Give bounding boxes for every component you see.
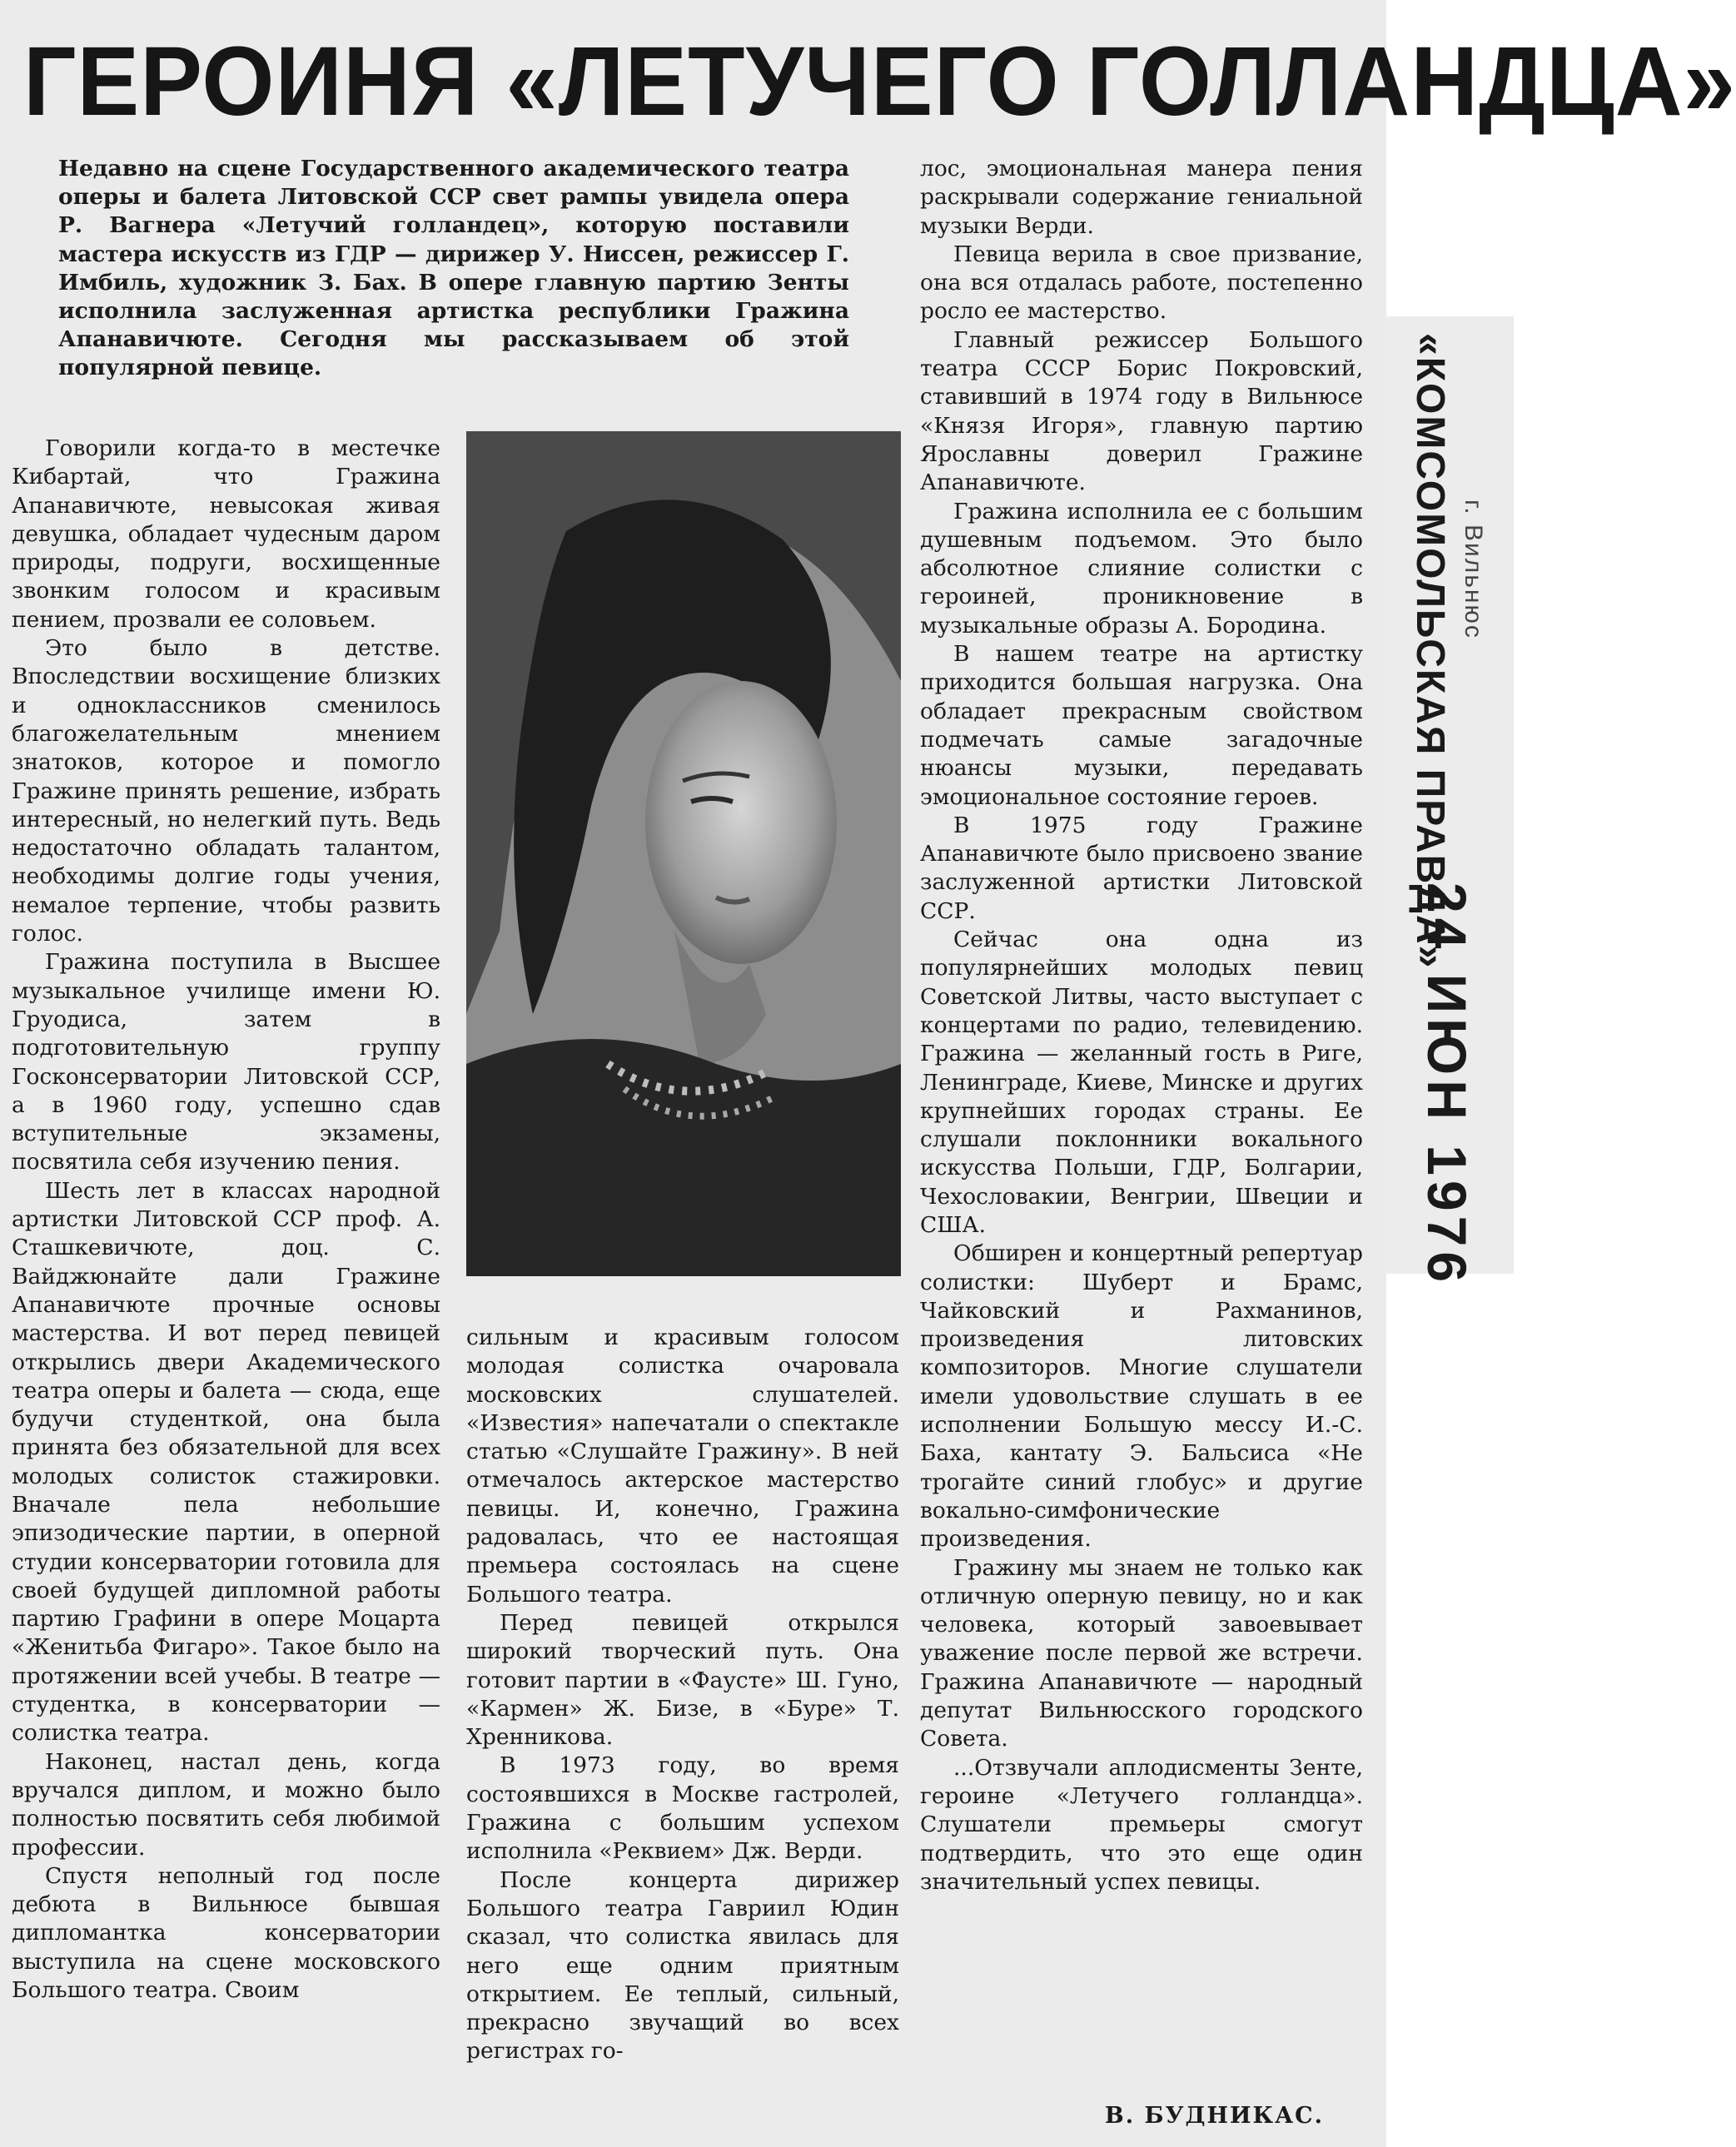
paragraph: После концерта дирижер Большого театра Гавриил Юдин сказал, что солистка явилась для него еще одним приятным открытием. Ее теплый, сильный, прекрасно звучащий во всех регистрах го-	[466, 1866, 899, 2065]
paragraph: Говорили когда-то в местечке Кибартай, что Гражина Апанавичюте, невысокая живая девушка, обладает чудесным даром природы, подруги, восхищенные звонким голосом и красивым пением, прозвали ее соловьем.	[12, 435, 440, 633]
paragraph: Шесть лет в классах народной артистки Литовской ССР проф. А. Сташкевичюте, доц. С. Вайджюнайте дали Гражине Апанавичюте прочные основы мастерства. И вот перед певицей открылись двери Академического театра оперы и балета — сюда, еще будучи студенткой, она была принята без обязательной для всех молодых солисток стажировки. Вначале пела небольшие эпизодические партии, в оперной студии консерватории готовила для своей будущей дипломной работы партию Графини в опере Моцарта «Женитьба Фигаро». Такое было на протяжении всей учебы. В театре — студентка, в консерватории — солистка театра.	[12, 1177, 440, 1747]
lead-paragraph: Недавно на сцене Государственного академического театра оперы и балета Литовской ССР свет рампы увидела опера Р. Вагнера «Летучий голландец», которую поставили мастера искусств из ГДР — дирижер У. Ниссен, режиссер Г. Имбиль, художник З. Бах. В опере главную партию Зенты исполнила заслуженная артистка республики Гражина Апанавичюте. Сегодня мы рассказываем об этой популярной певице.	[58, 156, 849, 381]
paragraph: сильным и красивым голосом молодая солистка очаровала московских слушателей. «Известия» напечатали о спектакле статью «Слушайте Гражину». В ней отмечалось актерское мастерство певицы. И, конечно, Гражина радовалась, что ее настоящая премьера состоялась на сцене Большого театра.	[466, 1324, 899, 1608]
newspaper-masthead-stamp: «КОМСОМОЛЬСКАЯ ПРАВДА»	[1408, 333, 1452, 970]
singer-portrait-photo	[466, 431, 901, 1276]
paragraph: Главный режиссер Большого театра СССР Борис Покровский, ставивший в 1974 году в Вильнюсе «Князя Игоря», главную партию Ярославны доверил Гражине Апанавичюте.	[920, 326, 1363, 496]
paragraph: Сейчас она одна из популярнейших молодых певиц Советской Литвы, часто выступает с концертами по радио, телевидению. Гражина — желанный гость в Риге, Ленинграде, Киеве, Минске и других крупнейших городах страны. Ее слушали поклонники вокального искусства Польши, ГДР, Болгарии, Чехословакии, Венгрии, Швеции и США.	[920, 927, 1363, 1238]
paragraph: Гражину мы знаем не только как отличную оперную певицу, но и как человека, который завоевывает уважение после первой же встречи. Гражина Апанавичюте — народный депутат Вильнюсского городского Совета.	[920, 1554, 1363, 1752]
article-column-1	[12, 435, 440, 2005]
paragraph: Обширен и концертный репертуар солистки: Шуберт и Брамс, Чайковский и Рахманинов, произведения литовских композиторов. Многие слушатели имели удовольствие слушать в ее исполнении Большую мессу И.-С. Баха, кантату Э. Бальсиса «Не трогайте синий глобус» и другие вокально-симфонические произведения.	[920, 1240, 1363, 1553]
article-column-2	[466, 1324, 899, 2066]
paragraph: Гражина поступила в Высшее музыкальное училище имени Ю. Груодиса, затем в подготовительную группу Госконсерватории Литовской ССР, а в 1960 году, успешно сдав вступительные экзамены, посвятила себя изучению пения.	[12, 949, 440, 1175]
paragraph: Это было в детстве. Впоследствии восхищение близких и одноклассников сменилось благожелательным мнением знатоков, которое и помогло Гражине принять решение, избрать интересный, но нелегкий путь. Ведь недостаточно обладать талантом, необходимы долгие годы учения, немалое терпение, чтобы развить голос.	[12, 635, 440, 947]
paragraph: Перед певицей открылся широкий творческий путь. Она готовит партии в «Фаусте» Ш. Гуно, «Кармен» Ж. Бизе, в «Буре» Т. Хренникова.	[466, 1609, 899, 1751]
paragraph: В 1973 году, во время состоявшихся в Москве гастролей, Гражина с большим успехом исполнила «Реквием» Дж. Верди.	[466, 1752, 899, 1865]
paragraph: Спустя неполный год после дебюта в Вильнюсе бывшая дипломантка консерватории выступила на сцене московского Большого театра. Своим	[12, 1862, 440, 2004]
paragraph: В нашем театре на артистку приходится большая нагрузка. Она обладает прекрасным свойством подмечать самые загадочные нюансы музыки, передавать эмоциональное состояние героев.	[920, 641, 1363, 810]
paragraph: Наконец, настал день, когда вручался диплом, и можно было полностью посвятить себя любимой профессии.	[12, 1748, 440, 1861]
paragraph: Певица верила в свое призвание, она вся отдалась работе, постепенно росло ее мастерство.	[920, 241, 1363, 325]
city-stamp: г. Вильнюс	[1460, 499, 1487, 639]
date-stamp: 24 ИЮН 1976	[1416, 882, 1478, 1288]
article-column-3	[920, 155, 1363, 1896]
paragraph: лос, эмоциональная манера пения раскрывали содержание гениальной музыки Верди.	[920, 156, 1363, 239]
paragraph: Гражина исполнила ее с большим душевным подъемом. Это было абсолютное слияние солистки с героиней, проникновение в музыкальные образы А. Бородина.	[920, 498, 1363, 639]
portrait-image	[466, 431, 901, 1276]
headline: ГЕРОИНЯ «ЛЕТУЧЕГО ГОЛЛАНДЦА»	[23, 26, 1736, 137]
paragraph: ...Отзвучали аплодисменты Зенте, героине «Летучего голландца». Слушатели премьеры смогут подтвердить, что это еще один значительный успех певицы.	[920, 1754, 1363, 1895]
author-signature: В. БУДНИКАС.	[1104, 2103, 1324, 2129]
paragraph: В 1975 году Гражине Апанавичюте было присвоено звание заслуженной артистки Литовской ССР.	[920, 812, 1363, 924]
